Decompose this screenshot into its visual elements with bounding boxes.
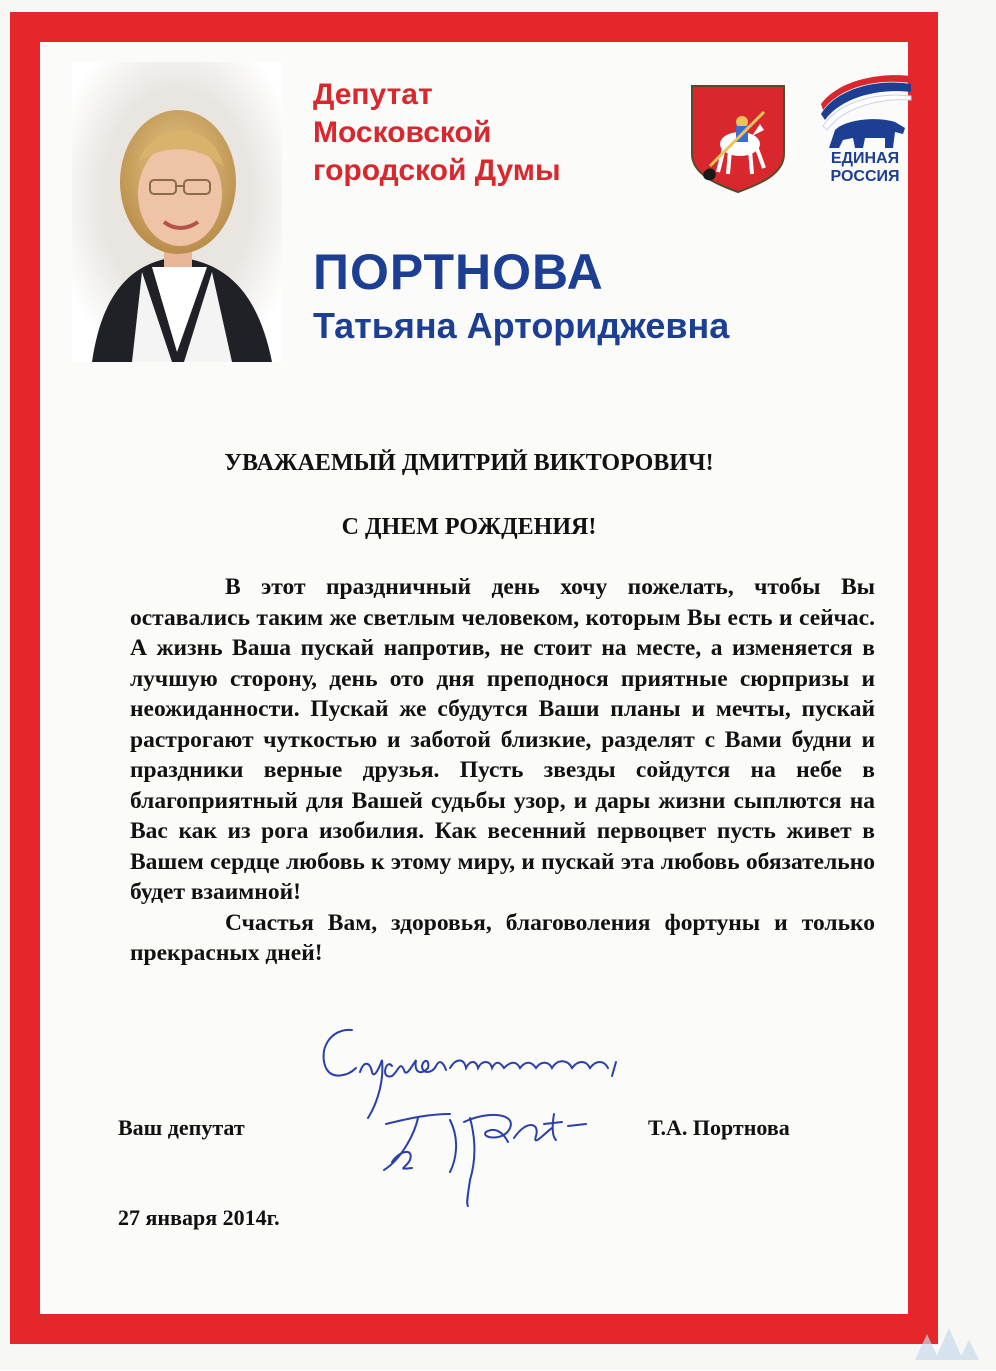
deputy-fullname: Татьяна Арториджевна <box>313 305 730 346</box>
letter-paragraph-1: В этот праздничный день хочу пожелать, чтобы Вы оставались таким же светлым человеком, которым Вы есть и сейчас. А жизнь Ваша пускай напротив, не стоит на месте, а изменяется в лучшую сторону, день ото дня преподнося приятные сюрпризы и неожиданности. Пускай же сбудутся Ваши планы и мечты, пускай растрогают чуткостью и заботой близкие, разделят с Вами будни и праздники верные друзья. Пусть звезды сойдутся на небе в благоприятный для Вашей судьбы узор, и дары жизни сыплются на Вас как из рога изобилия. Как весенний первоцвет пусть живет в Вашем сердце любовь к этому миру, и пускай эта любовь обязательно будет взаимной! <box>130 574 875 905</box>
deputy-title-line-3: городской Думы <box>313 154 561 187</box>
deputy-title <box>313 76 643 190</box>
signature-label: Ваш депутат <box>118 1115 245 1140</box>
letter-birthday-heading: С ДНЕМ РОЖДЕНИЯ! <box>341 514 597 540</box>
united-russia-logo-icon <box>815 70 915 190</box>
signatory-name: Т.А. Портнова <box>648 1115 790 1140</box>
handwritten-signature <box>300 1010 630 1210</box>
deputy-surname: ПОРТНОВА <box>313 244 604 300</box>
moscow-coat-of-arms-icon <box>690 84 786 194</box>
deputy-title-line-1: Депутат <box>313 78 433 111</box>
letter-date: 27 января 2014г. <box>118 1205 280 1230</box>
watermark-stamp <box>905 1320 985 1366</box>
party-logo-line-2: РОССИЯ <box>830 168 900 185</box>
letter-paragraph-2: Счастья Вам, здоровья, благоволения фортуны и только прекрасных дней! <box>130 909 875 966</box>
deputy-portrait-photo <box>72 62 282 362</box>
letter-body <box>130 572 875 969</box>
party-logo-line-1: ЕДИНАЯ <box>830 150 900 167</box>
deputy-title-line-2: Московской <box>313 116 492 149</box>
letter-greeting: УВАЖАЕМЫЙ ДМИТРИЙ ВИКТОРОВИЧ! <box>224 450 714 476</box>
